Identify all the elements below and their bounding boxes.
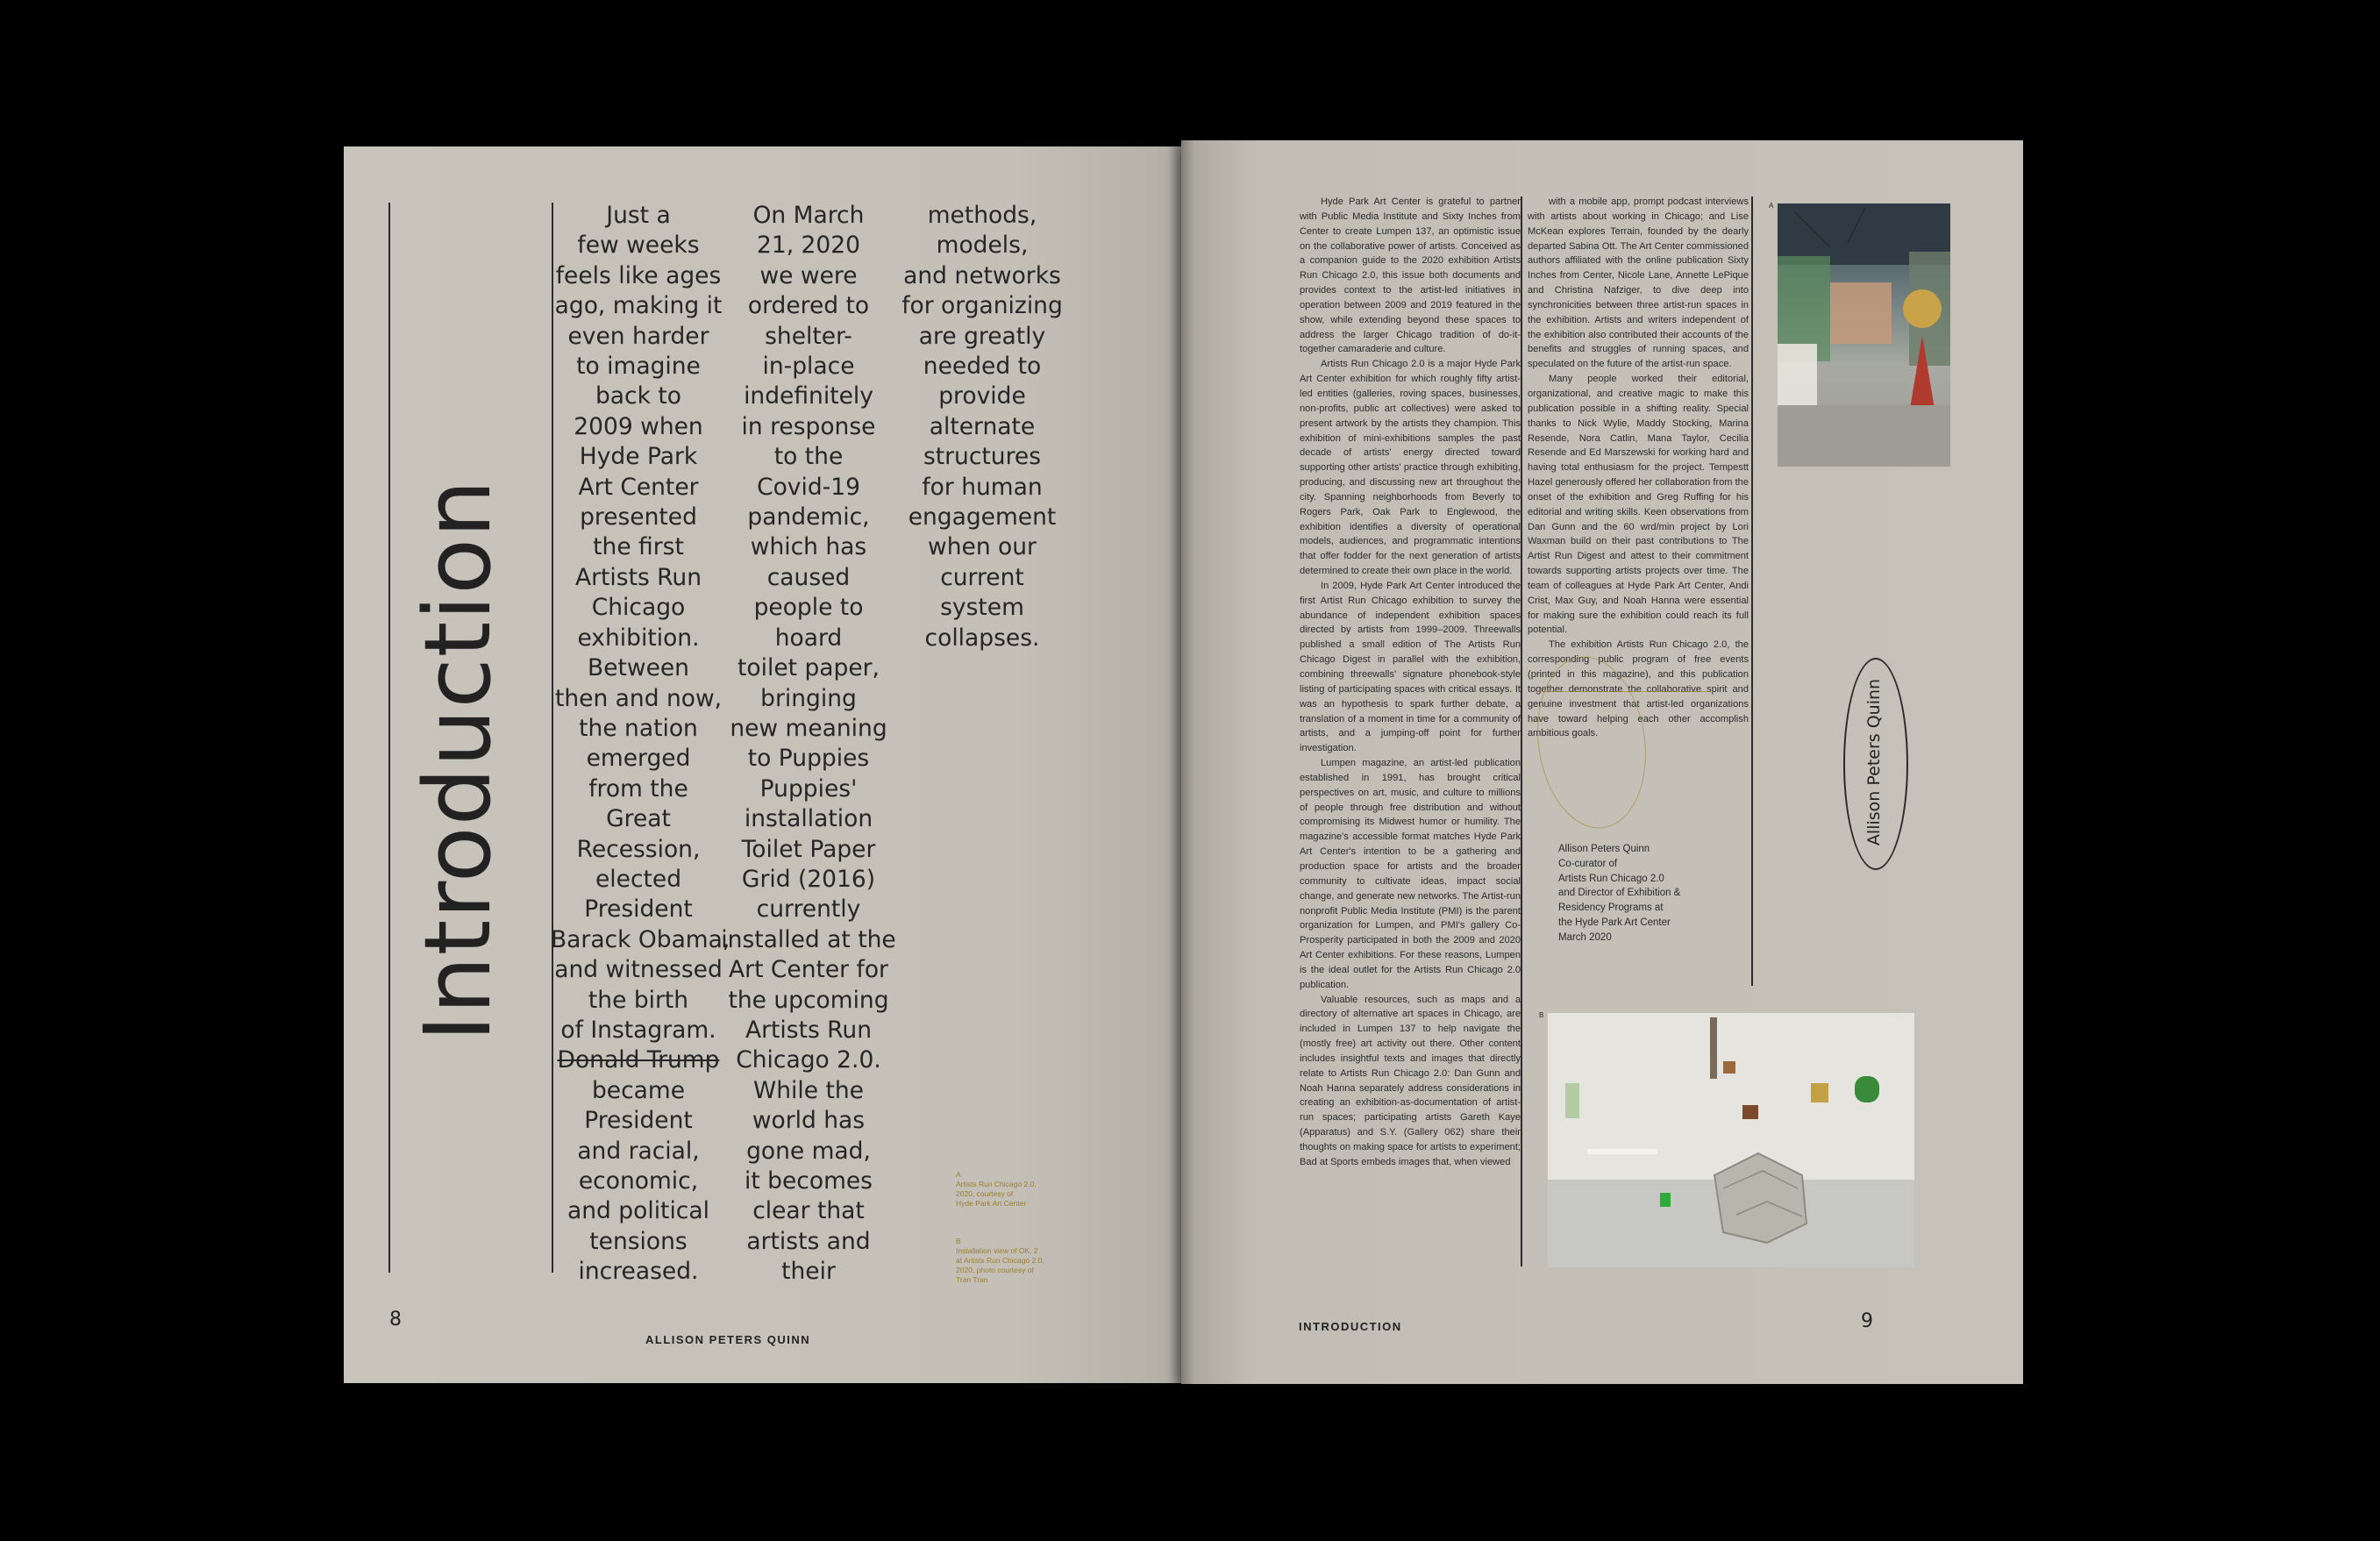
intro-line: current: [940, 563, 1024, 591]
caption-line: B: [956, 1237, 961, 1245]
intro-line: shelter-: [765, 322, 852, 350]
body-paragraph: The exhibition Artists Run Chicago 2.0, the corresponding public program of free events (printed in this magazine), and this publication together demonstrate the collaborative spirit and genuine investment that artist-led organizations have toward helping each other accomplish ambitious goals.: [1528, 639, 1749, 739]
intro-line: exhibition.: [577, 624, 700, 652]
body-paragraph: Lumpen magazine, an artist-led publication established in 1991, has brought critical perspectives on art, music, and culture to millions of people through free distribution and without compromising its Midwest humor or humility. The magazine's accessible format matches Hyde Park Art Center's intention to be a gathering and production space for artists and the broader community to cultivate ideas, impact social change, and generate new networks. The Artist-run nonprofit Public Media Institute (PMI) is the parent organization for Lumpen, and PMI's gallery Co-Prosperity participated in both the 2009 and 2020 Art Center exhibitions. For these reasons, Lumpen is the ideal outlet for the Artists Run Chicago 2.0 publication.: [1300, 758, 1521, 990]
body-paragraph: with a mobile app, prompt podcast interviews with artists about working in Chicago; and Lise McKean explores Terrain, founded by the dearly departed Sabina Ott. The Art Center commissioned authors affiliated with the online publication Sixty Inches from Center, Nicole Lane, Annette LePique and Christina Nafziger, to dive deep into synchronicities between three artist-run spaces in the exhibition. Artists and writers independent of the exhibition also contributed their accounts of the benefits and struggles of running spaces, and speculated on the future of the artist-run space.: [1528, 196, 1749, 370]
intro-line: gone mad,: [746, 1137, 871, 1165]
intro-line: and networks: [903, 261, 1061, 289]
intro-line: models,: [936, 232, 1029, 260]
intro-line: Barack Obama,: [551, 925, 730, 953]
page-number: 9: [1861, 1310, 1873, 1332]
intro-line: for human: [922, 473, 1043, 501]
caption-line: at Artists Run Chicago 2.0,: [956, 1256, 1044, 1265]
intro-line: Grid (2016): [741, 865, 876, 893]
intro-line: Artists Run: [745, 1016, 873, 1044]
intro-line: back to: [595, 382, 681, 410]
signature-line: Artists Run Chicago 2.0: [1558, 873, 1664, 884]
intro-line: While the: [753, 1076, 864, 1104]
intro-line: artists and: [746, 1227, 871, 1255]
intro-column-2: [721, 201, 896, 1288]
intro-line: elected: [595, 865, 682, 893]
intro-line: economic,: [578, 1167, 699, 1195]
intro-line: bringing: [760, 684, 857, 712]
intro-line: Just a: [606, 202, 671, 229]
intro-line: Art Center for: [729, 956, 888, 984]
body-paragraph: Valuable resources, such as maps and a directory of alternative art spaces in Chicago, are included in Lumpen 137 to help navigate the (mostly free) art activity out there. Other content includes insightful texts and images that directly relate to Artists Run Chicago 2.0: Dan Gunn and Noah Hanna separately address considerations in creating an exhibition-as-documentation of artist-run spaces; participating artists Gareth Kaye (Apparatus) and S.Y. (Gallery 062) share their thoughts on making space for artists to experiment; Bad at Sports embeds images that, when viewed: [1300, 994, 1521, 1167]
intro-line: which has: [750, 533, 867, 561]
intro-line: methods,: [927, 202, 1037, 229]
intro-line: world has: [752, 1107, 866, 1135]
caption-line: Hyde Park Art Center: [956, 1199, 1027, 1208]
intro-line: for organizing: [901, 292, 1063, 320]
body-paragraph: Artists Run Chicago 2.0 is a major Hyde Park Art Center exhibition for which roughly fifty artist-led entities (galleries, roving spaces, businesses, non-profits, public art collectives) were asked to present artwork by the artists they champion. This exhibition of mini-exhibitions samples the past decade of artists' energy directed toward supporting other artists' practice through exhibiting, producing, and discussing new art throughout the city. Spanning neighborhoods from Beverly to Rogers Park, Oak Park to Englewood, the exhibition identifies a diversity of operational models, audiences, and programmatic intentions that offer fodder for the next generation of artists determined to create their own place in the world.: [1300, 359, 1521, 577]
intro-line: new meaning: [730, 714, 887, 742]
intro-line: from the: [588, 774, 688, 803]
column-rule-1: [1521, 196, 1522, 1266]
signature-line: Residency Programs at: [1558, 902, 1664, 914]
intro-line: increased.: [578, 1258, 699, 1286]
photo-label-a: A: [1769, 202, 1774, 210]
intro-line: On March: [752, 202, 865, 229]
caption-line: A: [956, 1170, 961, 1179]
intro-line: pandemic,: [747, 503, 870, 532]
caption-line: Installation view of OK, 2: [956, 1246, 1038, 1255]
intro-line: structures: [923, 443, 1042, 471]
body-column-1: [1300, 195, 1521, 1170]
signature-block: [1558, 842, 1680, 945]
intro-line: indefinitely: [744, 382, 873, 410]
intro-line: 2009 when: [574, 412, 703, 440]
intro-line: installed at the: [721, 925, 896, 953]
pencil-annotation-underline: [1536, 691, 1711, 692]
intro-line: toilet paper,: [738, 654, 880, 682]
intro-line: in-place: [762, 353, 855, 381]
intro-line: installation: [744, 805, 873, 833]
intro-line: engagement: [908, 503, 1057, 532]
intro-line: clear that: [752, 1197, 865, 1225]
intro-line: Art Center: [578, 473, 699, 501]
intro-line: currently: [756, 895, 861, 924]
caption-line: Tran Tran: [956, 1275, 988, 1284]
intro-line: Toilet Paper: [741, 835, 876, 863]
gallery-photo-b-image: [1548, 1013, 1914, 1267]
intro-line: we were: [759, 261, 858, 289]
intro-line: Puppies': [759, 774, 858, 803]
running-head: INTRODUCTION: [1299, 1320, 1402, 1333]
intro-line: when our: [928, 533, 1037, 561]
gallery-photo-b: [1548, 1013, 1914, 1267]
intro-line: Between: [588, 654, 689, 682]
left-margin-rule: [388, 203, 390, 1273]
intro-line: emerged: [586, 745, 691, 773]
signature-line: March 2020: [1558, 931, 1612, 943]
intro-line: President: [584, 1107, 693, 1135]
intro-line: to the: [773, 443, 844, 471]
intro-line: Hyde Park: [579, 443, 698, 471]
intro-line: and racial,: [577, 1137, 700, 1165]
intro-line: caused: [766, 563, 851, 591]
column-rule-2: [1751, 196, 1753, 986]
intro-line: even harder: [567, 322, 709, 350]
image-caption-b: [956, 1237, 1052, 1285]
intro-line: 21, 2020: [756, 232, 860, 260]
gallery-photo-a: [1778, 203, 1950, 467]
intro-column-3: [894, 201, 1070, 653]
running-head: ALLISON PETERS QUINN: [645, 1333, 811, 1346]
image-caption-a: [956, 1170, 1052, 1209]
body-paragraph: Many people worked their editorial, organizational, and creative magic to make this publication possible in a shifting reality. Special thanks to Nick Wylie, Maddy Stocking, Marina Resende, Nora Catlin, Mana Taylor, Cecilia Resende and Ed Marszewski for working hard and having total enthusiasm for the project. Tempestt Hazel generously offered her collaboration from the onset of the exhibition and Greg Ruffing for his editorial and writing skills. Keen observations from Dan Gunn and the 60 wrd/min project by Lori Waxman build on their past contributions to The Artist Run Digest and attest to their commitment towards supporting artists projects over time. The team of colleagues at Hyde Park Art Center, Andi Crist, Max Guy, and Noah Hanna were essential for making sure the exhibition could reach its full potential.: [1528, 374, 1749, 636]
intro-line: tensions: [589, 1227, 688, 1255]
intro-line: people to: [753, 594, 864, 622]
signature-line: Allison Peters Quinn: [1558, 844, 1650, 854]
body-column-2: [1528, 195, 1749, 741]
intro-line: ordered to: [747, 292, 870, 320]
left-page: [344, 146, 1181, 1383]
body-paragraph: Hyde Park Art Center is grateful to partner with Public Media Institute and Sixty Inches from Center to create Lumpen 137, an optimistic issue on the collaborative power of artists. Conceived as a companion guide to the 2020 exhibition Artists Run Chicago 2.0, this issue both documents and provides context to the artist-led initiatives in operation between 2009 and 2019 featured in the show, while extending beyond these spaces to address the larger Chicago tradition of do-it-together camaraderie and culture.: [1300, 196, 1521, 355]
intro-line: President: [584, 895, 693, 924]
signature-line: the Hyde Park Art Center: [1558, 917, 1671, 928]
intro-line: the birth: [588, 986, 689, 1014]
intro-line: Chicago: [591, 594, 686, 622]
photo-label-b: B: [1539, 1011, 1544, 1019]
title-area: [405, 322, 510, 1199]
caption-line: 2020, courtesy of: [956, 1189, 1014, 1198]
intro-line: Great: [606, 805, 671, 833]
intro-column-1: [551, 201, 730, 1288]
intro-line: hoard: [774, 624, 843, 652]
intro-line: of Instagram.: [560, 1016, 716, 1044]
gallery-photo-a-image: [1778, 203, 1950, 467]
intro-line: their: [781, 1258, 836, 1286]
caption-line: Artists Run Chicago 2.0,: [956, 1180, 1037, 1188]
intro-line: Chicago 2.0.: [736, 1046, 881, 1074]
author-label: Allison Peters Quinn: [1864, 678, 1884, 846]
intro-line: then and now,: [554, 684, 723, 712]
right-page: [1181, 140, 2023, 1384]
intro-line: system: [940, 594, 1024, 622]
intro-line: alternate: [929, 412, 1036, 440]
intro-line: presented: [580, 503, 697, 532]
intro-line: provide: [938, 382, 1026, 410]
signature-line: and Director of Exhibition &: [1558, 888, 1681, 899]
intro-line: in response: [741, 412, 876, 440]
intro-line: the upcoming: [728, 986, 889, 1014]
intro-line: needed to: [923, 353, 1042, 381]
intro-line: the first: [593, 533, 684, 561]
intro-line: ago, making it: [554, 292, 723, 320]
intro-line: few weeks: [577, 232, 700, 260]
page-title: Introduction: [404, 479, 511, 1042]
body-paragraph: In 2009, Hyde Park Art Center introduced the first Artist Run Chicago exhibition to survey the abundance of independent exhibition spaces directed by artists from 1999–2009. Threewalls published a small edition of The Artists Run Chicago Digest in parallel with the exhibition, combining threewalls' signature phonebook-style listing of participating spaces with critical essays. It was an hypothesis to spark further debate, a translation of a moment in time for a community of artists, and a jumping-off point for further investigation.: [1300, 580, 1521, 754]
intro-line: and political: [567, 1197, 709, 1225]
page-number: 8: [389, 1309, 402, 1331]
intro-line: feels like ages: [555, 261, 722, 289]
intro-line: Artists Run: [574, 563, 702, 591]
intro-line: collapses.: [924, 624, 1040, 652]
intro-line: and witnessed: [554, 956, 723, 984]
intro-line: are greatly: [918, 322, 1046, 350]
intro-line: the nation: [579, 714, 698, 742]
intro-line: Covid-19: [757, 473, 860, 501]
intro-line: became: [591, 1076, 686, 1104]
caption-line: 2020, photo courtesy of: [956, 1266, 1034, 1274]
intro-line: Donald Trump: [557, 1046, 720, 1074]
intro-line: to imagine: [576, 353, 701, 381]
intro-line: Recession,: [576, 835, 701, 863]
intro-line: to Puppies: [747, 745, 870, 773]
signature-line: Co-curator of: [1558, 858, 1618, 869]
intro-line: it becomes: [744, 1167, 873, 1195]
